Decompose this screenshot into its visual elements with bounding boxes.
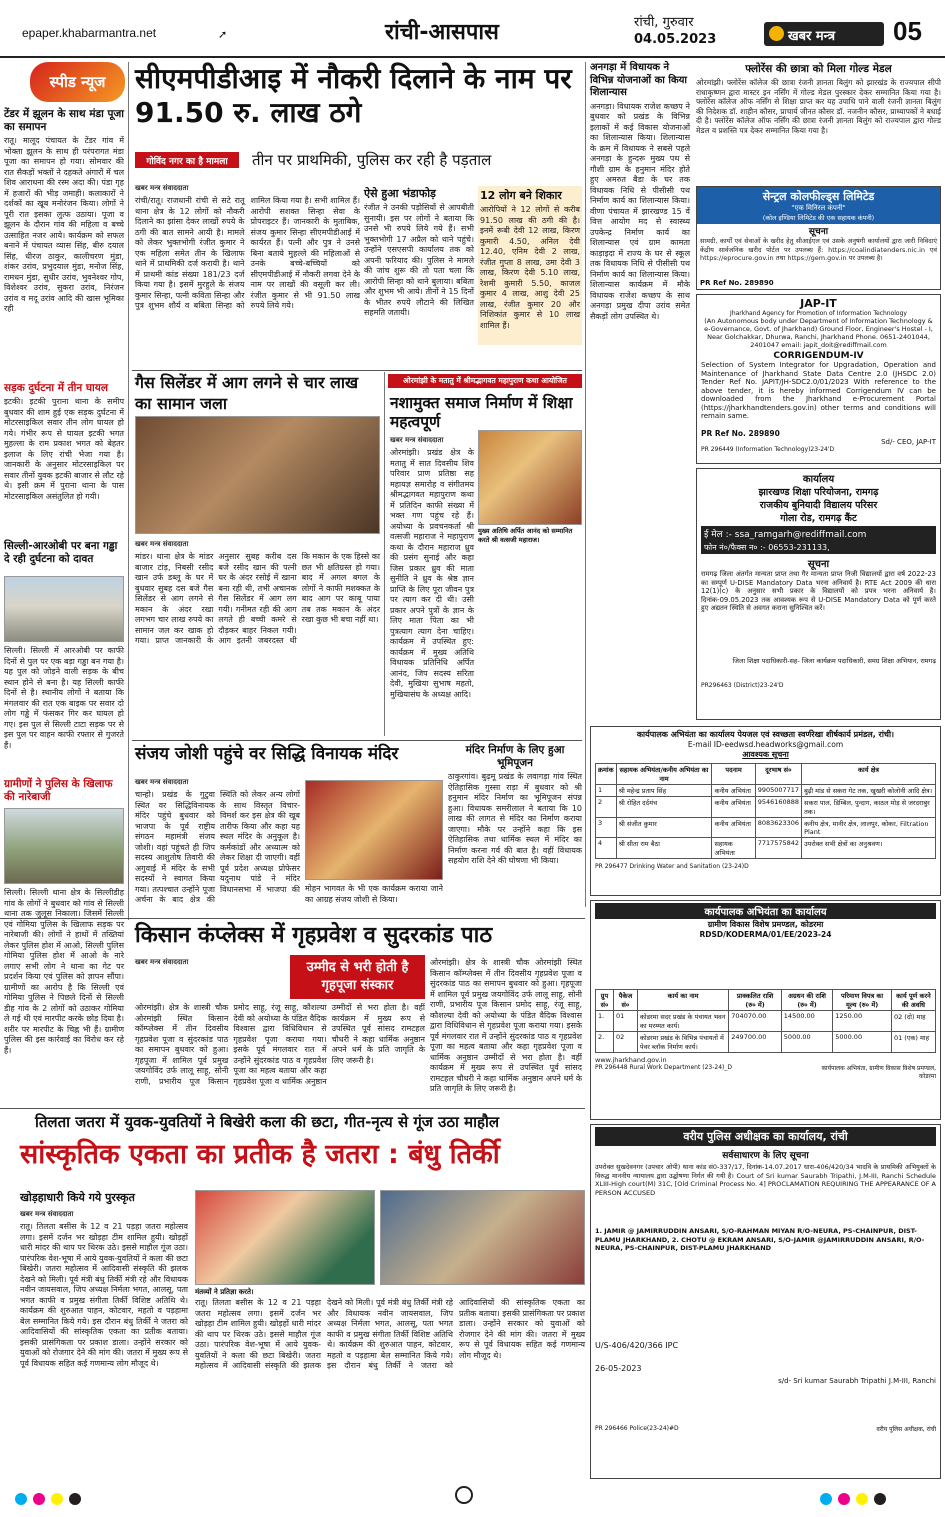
ccl-body: सामग्री, कार्यों एवं सेवाओं के खरीद हेतु सीआईएल एवं उसके अनुषंगी कार्यालयों द्वारा जारी निविदाएं केंद्रीय सार्वजनिक खरीद पोर्टल पर उपलब्ध हैं: https://coalindiatenders.nic.in एवं https://eprocure.gov.in तथा https://gem.gov.in पर उपलब्ध है। bbox=[700, 237, 937, 262]
rw-column-header: कार्य का नाम bbox=[637, 990, 728, 1011]
rw-table-header bbox=[596, 990, 936, 1011]
bhagwat-byline: खबर मन्त्र संवाददाता bbox=[390, 436, 444, 444]
rw-table-cell: 704070.00 bbox=[729, 1011, 782, 1032]
po-case: U/S-406/420/366 IPC bbox=[595, 1341, 679, 1350]
dw-table-cell: 3 bbox=[596, 818, 617, 838]
dw-table-cell: 2 bbox=[596, 797, 617, 818]
bhagwat-body: ओरमांझी। प्रखंड क्षेत्र के मतातु में सात दिवसीय शिव परिवार प्राण प्रतिष्ठा सह महायज्ञ समारोह व संगीतमय श्रीमद्भागवत महापुराण कथा में प्रतिदिन काफी संख्या में भक्त गण पहुंच रहे हैं। अयोध्या के प्रवचनकर्ता श्री वत्सजी महाराज ने महापुराण कथा के दौरान महाराज ध्रुव की प्रसंग सुनाई और कहा जिस प्रकार ध्रुव की माता सुनीति ने ध्रुव के श्रेष्ठ ज्ञान प्राप्ति के लिए पूरा जीवन पुत्र पर त्याग कर दी थी। उसी प्रकार अपने पुत्रों के ज्ञान के लिए माता पिता का भी पुत्रत्याग त्याग देना चाहिए। कार्यक्रम में उपस्थित हुए: कार्यक्रम में मुख्य अतिथि विधायक प्रतिनिधि अर्पित आनंद, जिप सदस्य सरिता देवी, मुखिया सुभाष महतो, मुखियासंघ के अध्यक्ष आदि। bbox=[390, 448, 474, 699]
page-number: 05 bbox=[893, 16, 922, 46]
lead-subhead: तीन पर प्राथमिकी, पुलिस कर रही है पड़ताल bbox=[252, 151, 492, 169]
rw-table-cell: कोडरमा सदर प्रखंड के पंचायत भवन का मरम्मत कार्य। bbox=[637, 1011, 728, 1032]
dw-table-cell: कनीय अभियंता bbox=[712, 785, 755, 797]
florence-story bbox=[696, 62, 941, 182]
dateline bbox=[634, 14, 716, 48]
ccl-name: सेन्ट्रल कोलफील्ड्स लिमिटेड bbox=[762, 190, 875, 203]
japit-address: (An Autonomous body under Department of Information Technology & e-Governance, Govt. of Jharkhand) Ground Floor, Engineer's Hostel - I, Near Golchakkar, Dhurwa, Ranchi, Jharkhand Phone. 0651-2401044, 2401047 email: japit_doit@rediffmail.com bbox=[704, 317, 933, 349]
rw-table-cell: 01 bbox=[613, 1011, 637, 1032]
brief-body: सिल्ली। सिल्ली में आरओबी पर काफी दिनों से पुल पर एक बड़ा गड्ढा बन गया है। यह पुल को जोड़ने वाली सड़क के बीच स्थान होने से बना है। यह सिल्ली काफी दिनों से है। स्थानीय लोगों ने बताया कि मंगलवार की रात एक बाइक पर सवार दो लोग गड्ढे में फंसकर गिर कर घायल हो गए। इस पुल से सिल्ली टाटा सड़क पर से इस पुल पर वाहन काफी रफ्तार से गुजरते हैं। bbox=[4, 646, 124, 750]
ccl-sub2: (कोल इण्डिया लिमिटेड की एक सहायक कंपनी) bbox=[762, 214, 875, 222]
box-body: आरोपियों ने 12 लोगों से करीब 91.50 लाख की ठगी की है। इनमें रूबी देवी 12 लाख, किरण कुमारी 4.50, अनिल देवी 12.40, एनिम देवी 2 लाख, रंजीत गुप्ता 8 लाख, उमा देवी 3 लाख, किरण देवी 5.10 लाख, रेशमी कुमारी 5.50, काजल कुमार 4 लाख, आशु देवी 25 लाख, रंजीत कुमार 20 और निशिकांत कुमार से 10 लाख शामिल हैं। bbox=[480, 205, 580, 330]
po-body: उपरोक्त सुखदेवनगर (उपचार ओपी) थाना कांड सं0-337/17, दिनांक-14.07.2017 धारा-406/420/34 भादवि के प्राथमिकी अभियुक्तों के विरुद्ध माननीय न्यायालय द्वारा उद्घोषणा निर्गत की गयी है। Court of Sri kumar Saurabh Tripathi, J.M-III, Ranchi Schedule XLIII-High court(M) 31C, [Old Criminal Process No. 4] PROCLAMATION REQUIRING THE APPEARANCE OF A PERSON ACCUSED bbox=[595, 1163, 936, 1197]
dw-table bbox=[595, 763, 936, 859]
rw-column-header: ग्रुप सं० bbox=[596, 990, 614, 1011]
bhagwat-kicker: ओरमांझी के मतातु में श्रीमद्भागवत महापुराण कथा आयोजित bbox=[388, 374, 582, 388]
jatra-kicker: तिलता जतरा में युवक-युवतियों ने बिखेरी कला की छटा, गीत-नृत्य से गूंज उठा माहौल bbox=[35, 1113, 500, 1131]
kisan-body-cont: ओरमांझी। क्षेत्र के शास्त्री चौक ओरमांझी स्थित किसान कॉम्प्लेक्स में तीन दिवसीय गृहप्रवेश पूजा व सुंदरकांड पाठ का समापन बुधवार को हुआ। गृहपूजा में शामिल पूर्व प्रमुख जयगोविंद उर्फ लालू साहू, सोनी राणी, प्रभारीय पूज किसान प्रमोद साहू, रंजू साहू, कौशल्या देवी को अयोध्या के पंडित वैदिक विश्वास द्वारा विधिविधान से गृहप्रवेश पूजा कराया गया। इसके पूर्व मंगलवार रात में उन्होंने सुंदरकांड पाठ व गृहप्रवेश पूजा का महत्व बताया और कहा गृहप्रवेश पूजा व धार्मिक अनुष्ठान उम्मीदों से भरा होता है। वहीं कार्यक्रम में मुख्य रूप से उपस्थित पूर्व सांसद रामटहल चौधरी ने कहा धार्मिक अनुष्ठान अपने धर्म के प्रति जागृति के लिए जरूरी है। bbox=[430, 958, 582, 1093]
edu-sub2: राजकीय बुनियादी विद्यालय परिसर bbox=[759, 500, 878, 511]
dw-table-cell: श्री संजीत कुमार bbox=[616, 818, 712, 838]
rw-sign: कार्यपालक अभियंता, ग्रामीण विकास विशेष प्रमण्डल, कोडरमा bbox=[821, 1065, 936, 1080]
po-pr: PR 296466 Police(23-24)#D bbox=[595, 1425, 679, 1432]
lead-headline: सीएमपीडीआइ में नौकरी दिलाने के नाम पर 91.50 रु. लाख ठगे bbox=[135, 62, 572, 129]
brief-story-2 bbox=[4, 382, 124, 525]
brief-story-4 bbox=[4, 778, 124, 804]
edu-notice-title: सूचना bbox=[807, 559, 830, 570]
kisan-headline: किसान कंप्लेक्स में गृहप्रवेश व सुदरकांड पाठ bbox=[135, 923, 493, 948]
edu-title: कार्यालय bbox=[802, 474, 835, 485]
sanjay-body: चान्हो। प्रखंड के गुटुवा स्थित वर सिद्धिविनायक मंदिर पहुंचे बुधवार को भाजपा के पूर्व राष्ट्रीय संगठन महामंत्री संजय जोशी। वहां पहुंचते ही जिप सदस्य आशुतोष तिवारी की अगुवाई में मंदिर के सभी सदस्यों ने स्वागत किया गया। तत्पश्चात उन्होंने पूजा अर्चना के बाद क्षेत्र की स्थिति को लेकर अन्य लोगों के साथ विस्तृत विचार-विमर्श कर इस क्षेत्र की खूब तारीफ किया और कहा यह स्थल मंदिर के अनुकूल है। कर्मकांडों और अध्यात्म को लेकर शिक्षा दी जाएगी। वहीं पूर्व प्रदेश अध्यक्ष प्रोफेसर यदुनाथ पांडे ने मंदिर विधानसभा में भाजपा की bbox=[135, 790, 300, 904]
florence-body: ओरमांझी। फ्लोरेंस कॉलेज की छात्रा रंजनी ज्ञानता बिलुंग को झारखंड के राज्यपाल सीपी राधाकृष्णन द्वारा मास्टर इन नर्सिंग में गोल्ड मेडल पुरस्कार देकर सम्मानित किया गया है। फ्लोरेंस कॉलेज ऑफ नर्सिंग से शिक्षा प्राप्त कर यह उपाधि पाने वाली रंजनी ज्ञानता बिलुंग की निदेशक डॉ. शाहीन कौसर, प्राचार्य जीनत कौसर डॉ. नजनीन कौसर, प्राध्यापकों ने बधाई दी है। फ्लोरेंस कॉलेज ऑफ नर्सिंग की छात्रा रंजनी ज्ञानता बिलुंग को राज्यपाल द्वारा गोल्ड मेडल व प्रशस्ति पत्र देकर सम्मानित किया गया है। bbox=[696, 78, 941, 135]
rw-table-row bbox=[596, 1011, 936, 1032]
brand-logo: खबर मन्त्र bbox=[764, 22, 884, 46]
dw-table-cell: 9905007717 bbox=[755, 785, 801, 797]
kisan-byline: खबर मन्त्र संवाददाता bbox=[135, 958, 189, 966]
gas-byline: खबर मन्त्र संवाददाता bbox=[135, 540, 189, 548]
rw-table-cell: 249700.00 bbox=[729, 1032, 782, 1053]
dw-table-cell: उपरोक्त सभी क्षेत्रों का अनुश्रवण। bbox=[802, 838, 936, 859]
dw-table-row bbox=[596, 785, 936, 797]
rw-footer bbox=[595, 1064, 936, 1080]
dw-notice-title: आवश्यक सूचना bbox=[742, 750, 789, 759]
sanjay-caption: मोहन भागवत के भी एक कार्यक्रम कराया जाने का आग्रह संजय जोशी से किया। bbox=[305, 884, 443, 904]
dw-column-header: सहायक अभियंता/कनीय अभियंता का नाम bbox=[616, 764, 712, 785]
rw-web[interactable]: www.jharkhand.gov.in bbox=[595, 1056, 667, 1064]
ccl-banner bbox=[697, 187, 940, 224]
dw-table-cell: सकरा पाल, डिम्बिल, पुन्दाग, काठल मोड़ से जरदराबुर तक। bbox=[802, 797, 936, 818]
dw-column-header: कार्य क्षेत्र bbox=[802, 764, 936, 785]
jatra-sub: खोड़हाधारी किये गये पुरस्कृत bbox=[20, 1191, 135, 1204]
edu-sign: जिला शिक्षा पदाधिकारी-सह- जिला कार्यक्रम पदाधिकारी, समग्र शिक्षा अभियान, रामगढ़ bbox=[732, 657, 936, 665]
cursor-icon: ➚ bbox=[218, 28, 228, 41]
speed-news-logo: स्पीड न्यूज bbox=[30, 62, 125, 102]
ccl-notice bbox=[696, 186, 941, 290]
ccl-ref: PR Ref No. 289890 bbox=[700, 279, 774, 287]
dw-table-cell: 9546160888 bbox=[755, 797, 801, 818]
japit-name: JAP-IT bbox=[800, 297, 837, 310]
city-day: रांची, गुरुवार bbox=[634, 15, 694, 30]
japit-notice bbox=[696, 294, 941, 464]
bhagwat-photo bbox=[478, 430, 582, 525]
po-sign: s/d- Sri kumar Saurabh Tripathi J.M-III, Ranchi bbox=[778, 1377, 936, 1385]
lead-box-1 bbox=[364, 186, 474, 353]
japit-sub: Jharkhand Agency for Promotion of Information Technology bbox=[730, 310, 907, 317]
rw-title: कार्यपालक अभियंता का कार्यालय bbox=[595, 903, 936, 919]
dw-table-cell: 4 bbox=[596, 838, 617, 859]
section-title: रांची-आसपास bbox=[385, 20, 499, 45]
jatra-photo-2 bbox=[380, 1190, 585, 1285]
crosshair-mark bbox=[455, 1486, 473, 1504]
print-registration-marks bbox=[15, 1490, 87, 1509]
burnt-goods-photo bbox=[135, 416, 380, 534]
brief-body: सिल्ली। सिल्ली थाना क्षेत्र के सिल्लीडीह गांव के लोगों ने बुधवार को गांव से सिल्ली थाना तक जुलूस निकाला। जिसमें सिल्ली एवं गोमिया पुलिस के खिलाफ सड़क पर नारेबाजी की। लोगों ने हाथों में तख्तियां लेकर पुलिस होश में आओ, सिल्ली पुलिस गोमिया पुलिस होश में आओ के नारे लगाए सभी लोग ने थाना का गेट पर प्रदर्शन किया एवं पुलिस को ज्ञापन सौंपा। ग्रामीणों का आरोप है कि सिल्ली एवं गोमिया पुलिस ने पिछले दिनों से सिल्ली डीह गांव के 2 लोगों को उठाकर गोमिया ले गई थी एवं मारपीट करके छोड़ दिया है। शरीर पर मारपीट के चिह्न भी हैं। ग्रामीण पुलिस की इस कार्रवाई का विरोध कर रहे हैं। bbox=[4, 888, 124, 1055]
protest-photo bbox=[4, 808, 124, 884]
sanjay-headline: संजय जोशी पहुंचे वर सिद्धि विनायक मंदिर bbox=[135, 744, 399, 764]
rw-table-cell: 1. bbox=[596, 1011, 614, 1032]
lead-body: रांची/रातू। राजधानी रांची से सटे रातू थाना क्षेत्र के 12 लोगों को नौकरी दिलाने का झांसा देकर लाखों रुपये के ठगी की बात सामने आयी है। मामले को लेकर भुक्तभोगी रंजीत कुमार ने एक महिला समेत तीन के खिलाफ थाने में प्राथमिकी दर्ज करायी है। थाने में प्राथमी कांड संख्या 181/23 दर्ज किया गया है। इसमें मुरहुले के संजय कुमार सिन्हा, पत्नी कविता सिन्हा और पुत्र शुभम शौर्य व बबिता सिन्हा को शामिल किया गया है। सभी शामिल हैं। आरोपी सशक्त सिन्हा सेवा के प्रोपराइटर हैं। जानकारी के मुताबिक, संजय कुमार सिन्हा सीएमपीडीआई में कार्यरत हैं। पत्नी और पुत्र ने उनसे बिना बताये मुहल्ले की महिलाओं से उनके बच्चे-बच्चियों को सीएमपीडीआई में नौकरी लगवा देने के नाम पर लाखों की वसूली कर ली। रंजीत कुमार से भी 91.50 लाख रुपये लिये गये। bbox=[135, 196, 360, 310]
brief-body: इटकी। इटकी पुराना थाना के समीप बुधवार की शाम हुई एक सड़क दुर्घटना में मोटरसाइकिल सवार तीन लोग घायल हो गये। गंभीर रूप से घायल इटकी भगत मुहल्ला के राम प्रकाश भगत को बेहतर इलाज के लिए रांची भेजा गया है। जानकारी के अनुसार मोटरसाइकिल पर सवार तीनों युवक इटकी बाजार से लौट रहे थे। इसी क्रम में पुराना थाना के पास मोटरसाइकिल असंतुलित हो गयी। bbox=[4, 397, 124, 501]
issue-date: 04.05.2023 bbox=[634, 32, 717, 47]
dw-title: कार्यपालक अभियंता का कार्यालय पेयजल एवं स्वच्छता स्वर्णरेखा शीर्षकार्य प्रमंडल, रांची। bbox=[636, 730, 895, 739]
rw-pr: PR 296448 Rural Work Department (23-24)_D bbox=[595, 1064, 732, 1071]
lead-kicker: गोविंद नगर का है मामला bbox=[135, 152, 239, 168]
po-notice-title: सर्वसाधारण के लिए सूचना bbox=[722, 1151, 809, 1161]
dw-table-cell: बुढ़ी मांड से सकरा गेट तक, खुखरी कोलोनी आदि क्षेत्र। bbox=[802, 785, 936, 797]
dw-table-cell: कनीय अभियंता bbox=[712, 797, 755, 818]
rw-table-cell: कोडरमा प्रखंड के विभिन्न पंचायतों में पेवर ब्लॉक निर्माण कार्य। bbox=[637, 1032, 728, 1053]
jatra-headline: सांस्कृतिक एकता का प्रतीक है जतरा : बंधु तिर्की bbox=[20, 1139, 500, 1170]
rw-ref: RDSD/KODERMA/01/EE/2023-24 bbox=[699, 930, 832, 939]
bhagwat-headline: नशामुक्त समाज निर्माण में शिक्षा महत्वपूर्ण bbox=[390, 394, 573, 431]
po-accused: 1. JAMIR @ JAMIRRUDDIN ANSARI, S/O-RAHMAN MIYAN R/O-NEURA, PS-CHAINPUR, DIST-PLAMU JHARKHAND, 2. CHOTU @ EKRAM ANSARI, S/O-JAMIR @JAMIRRUDDIN ANSARI, R/O-NEURA, PS-CHAINPUR, DIST-PLAMU JHARKHAND bbox=[595, 1227, 925, 1252]
edu-sub3: गोला रोड, रामगढ़ कैंट bbox=[780, 513, 857, 524]
japit-pr: PR 296449 (Information Technology)23-24'D bbox=[701, 446, 835, 453]
dw-column-header: दूरभाष सं० bbox=[755, 764, 801, 785]
rw-table-cell: 02 (दो) माह bbox=[891, 1011, 935, 1032]
rw-column-header: प्राक्कलित राशि (रु० में) bbox=[729, 990, 782, 1011]
rw-sub: ग्रामीण विकास विशेष प्रमण्डल, कोडरमा bbox=[707, 920, 824, 929]
brief-headline: टेंडर में झूलन के साथ मंडा पूजा का समापन bbox=[4, 108, 124, 133]
jatra-body: रातू। तिलता बसीस के 12 व 21 पड़हा जतरा महोत्सव लगा। इसमें दर्जन भर खोड़हा टीम शामिल हुयी। खोड़हों धारी मांदर की थाप पर थिरक उठे। इससे माहौल गूंज उठा। पारंपरिक वेश-भूषा में आये युवक-युवतियों ने कला की छटा बिखेरी। जतरा महोत्सव में आदिवासी संस्कृति की झलक देखने को मिली। पूर्व मंत्री बंधु तिर्की मंत्री रहे और विधायक नवीन जायसवाल, जिप अध्यक्ष निर्मला भगत, आलसू, पता भगत काफी व प्रमुख संगीता तिर्की विशिष्ट अतिथि थे। कार्यक्रम की शुरुआत पाहन, कोटवार, महतो व पड़हामा बेल सम्मानित किये गये। इस दौरान बंधु तिर्की ने जतरा को आदिवासियों की सांस्कृतिक एकता का प्रतीक बताया। इसकी प्रासंगिकता पर प्रकाश डाला। उन्होंने सरकार को युवाओं को रोजगार देने की मांग की। जतरा में मुख्य रूप से पूर्व विधायक सहित कई गणमान्य लोग मौजूद थे। bbox=[20, 1222, 188, 1368]
rw-column-header: अग्रधन की राशि (रु० में) bbox=[781, 990, 832, 1011]
dw-table-cell: 8083623306 bbox=[755, 818, 801, 838]
dw-table-row bbox=[596, 838, 936, 859]
brief-headline: सिल्ली-आरओबी पर बना गड्ढा दे रही दुर्घटना को दावत bbox=[4, 540, 118, 565]
edu-sub: झारखण्ड शिक्षा परियोजना, रामगढ़ bbox=[758, 487, 879, 498]
box-headline: ऐसे हुआ भंडाफोड़ bbox=[364, 187, 436, 200]
kisan-box: उम्मीद से भरी होती है गृहपूजा संस्कार bbox=[290, 955, 425, 999]
page-header bbox=[0, 0, 945, 58]
dw-pr: PR 296477 Drinking Water and Sanitation (23-24)D bbox=[595, 863, 749, 870]
po-footer bbox=[595, 1425, 936, 1433]
dw-column-header: क्रमांक bbox=[596, 764, 617, 785]
sanjay-photo bbox=[305, 780, 443, 880]
dw-table-row bbox=[596, 818, 936, 838]
gas-body: मांडर। थाना क्षेत्र के मांडर बाजार टांड़, निबसी रसीद खान उर्फ डब्लू के घर में बुधवार सुबह दस बजे गैस सिलेंडर से आग लगने से मकान के अंदर रखा लगभग चार लाख रुपये का सामान जल कर खाक हो गया। प्राप्त जानकारी के अनुसार सुबह करीब दस बजे रसीद खान की पत्नी घर के अंदर रसोई में खाना बना रही थी, तभी अचानक गैस सिलेंडर में आग लग गयी। गनीमत रही की आग लगते ही बच्ची कमरे से दौड़कर बाहर निकल गयी। आग इतनी जबरदस्त थी कि मकान के एक हिस्से का छत भी क्षतिग्रस्त हो गया। बाद में अगल बगल के लोगों ने काफी मशक्कत के बाद आग पर काबू पाया तब तक मकान के अंदर रखा कुछ भी बचा नहीं था। bbox=[135, 552, 380, 645]
japit-sign: Sd/- CEO, JAP-IT bbox=[881, 438, 936, 446]
dw-column-header: पदनाम bbox=[712, 764, 755, 785]
dw-table-cell: श्री सीता राम बैठा bbox=[616, 838, 712, 859]
drinking-water-notice bbox=[590, 726, 941, 896]
rw-table-cell: 2. bbox=[596, 1032, 614, 1053]
rw-column-header: कार्य पूर्ण करने की अवधि bbox=[891, 990, 935, 1011]
ccl-notice-title: सूचना bbox=[808, 227, 829, 237]
dw-table-cell: कनीय क्षेत्र, मानीर क्षेत्र, लालपुर, कोकर, Filtration Plant bbox=[802, 818, 936, 838]
po-title: वरीय पुलिस अधीक्षक का कार्यालय, रांची bbox=[595, 1127, 936, 1146]
dw-table-cell: 1 bbox=[596, 785, 617, 797]
jatra-photo-1 bbox=[195, 1190, 375, 1285]
bhagwat-caption: मुख्य अतिथि अर्पित आनंद को सम्मानित करते श्री वत्सजी महाराज। bbox=[478, 527, 573, 544]
jatra-body-cont: रातू। तिलता बसीस के 12 व 21 पड़हा जतरा महोत्सव लगा। इसमें दर्जन भर खोड़हा टीम शामिल हुयी। खोड़हों धारी मांदर की थाप पर थिरक उठे। इससे माहौल गूंज उठा। पारंपरिक वेश-भूषा में आये युवक-युवतियों ने कला की छटा बिखेरी। जतरा महोत्सव में आदिवासी संस्कृति की झलक देखने को मिली। पूर्व मंत्री बंधु तिर्की मंत्री रहे और विधायक नवीन जायसवाल, जिप अध्यक्ष निर्मला भगत, आलसू, पता भगत काफी व प्रमुख संगीता तिर्की विशिष्ट अतिथि थे। कार्यक्रम की शुरुआत पाहन, कोटवार, महतो व पड़हामा बेल सम्मानित किये गये। इस दौरान बंधु तिर्की ने जतरा को आदिवासियों की सांस्कृतिक एकता का प्रतीक बताया। इसकी प्रासंगिकता पर प्रकाश डाला। उन्होंने सरकार को युवाओं को रोजगार देने की मांग की। जतरा में मुख्य रूप से पूर्व विधायक सहित कई गणमान्य लोग मौजूद थे। bbox=[195, 1298, 585, 1370]
rw-table-row bbox=[596, 1032, 936, 1053]
jatra-caption: मंतव्यों ने प्रतिज्ञा करते। bbox=[195, 1288, 254, 1296]
dw-table-row bbox=[596, 797, 936, 818]
japit-body: Selection of System Integrator for Upgradation, Operation and Maintenance of Jharkhand State Data Centre 2.0 (JHSDC 2.0) Tender Ref No. JAPIT/JH-SDC2.0/01/2023 With reference to the above tender, it is hereby informed Corrigendum IV can be downloaded from the Jharkhand e-Procurement Portal (https://jharkhandtenders.gov.in) other terms and conditions will remain same. bbox=[701, 361, 936, 420]
rw-column-header: पैकेज सं० bbox=[613, 990, 637, 1011]
lead-byline: खबर मन्त्र संवाददाता bbox=[135, 184, 189, 192]
road-pothole-photo bbox=[4, 576, 124, 642]
kisan-body: ओरमांझी। क्षेत्र के शास्त्री चौक ओरमांझी स्थित किसान कॉम्प्लेक्स में तीन दिवसीय गृहप्रवेश पूजा व सुंदरकांड पाठ का समापन बुधवार को हुआ। गृहपूजा में शामिल पूर्व प्रमुख जयगोविंद उर्फ लालू साहू, सोनी राणी, प्रभारीय पूज किसान प्रमोद साहू, रंजू साहू, कौशल्या देवी को अयोध्या के पंडित वैदिक विश्वास द्वारा विधिविधान से गृहप्रवेश पूजा कराया गया। इसके पूर्व मंगलवार रात में उन्होंने सुंदरकांड पाठ व गृहप्रवेश पूजा का महत्व बताया और कहा गृहप्रवेश पूजा व धार्मिक अनुष्ठान उम्मीदों से भरा होता है। वहीं कार्यक्रम में मुख्य रूप से उपस्थित पूर्व सांसद रामटहल चौधरी ने कहा धार्मिक अनुष्ठान अपने धर्म के प्रति जागृति के लिए जरूरी है। bbox=[135, 1003, 425, 1086]
dw-mail: E-mail ID-eedwsd.headworks@gmail.com bbox=[687, 740, 844, 749]
edu-mail: ई मेल :- ssa_ramgarh@rediffmail.com bbox=[701, 526, 936, 541]
police-notice bbox=[590, 1124, 941, 1479]
edu-phone: फोन नं०/फैक्स न० :- 06553-231133, bbox=[701, 541, 936, 554]
brief-headline: ग्रामीणों ने पुलिस के खिलाफ की नारेबाजी bbox=[4, 778, 113, 803]
rw-table-cell: 5000.00 bbox=[833, 1032, 892, 1053]
sanjay-byline: खबर मन्त्र संवाददाता bbox=[135, 778, 189, 786]
rw-column-header: परिमाण विपत्र का मूल्य (रु० में) bbox=[833, 990, 892, 1011]
brief-story-1 bbox=[4, 108, 124, 313]
brief-story-3 bbox=[4, 540, 124, 566]
florence-headline: फ्लोरेंस की छात्रा को मिला गोल्ड मेडल bbox=[745, 63, 892, 75]
dw-table-cell: श्री महेन्द्र प्रताप सिंह bbox=[616, 785, 712, 797]
print-registration-marks-right bbox=[820, 1490, 892, 1509]
ccl-sub: "एक मिनिरल कंपनी" bbox=[791, 204, 846, 212]
box-body: रंजीत ने उनकी पड़ोसियों से आपबीती सुनायी। इस पर लोगों ने बताया कि उनसे भी रुपये लिये गये हैं। सभी भुक्तभोगी 17 अप्रैल को थाने पहुंचे। उन्होंने एसएसपी कार्यालय तक को अपनी फरियाद की। पुलिस ने मामले की जांच शुरू की तो पता चला कि आरोपी सिन्हा को थाने बुलाया। बबिता और शुभम भी आये। तीनों ने 15 दिनों के भीतर रुपये लौटाने की लिखित सहमति जतायी। bbox=[364, 203, 474, 317]
jatra-byline: खबर मन्त्र संवाददाता bbox=[20, 1210, 74, 1218]
agara-story bbox=[590, 62, 690, 402]
rw-table-cell: 14500.00 bbox=[781, 1011, 832, 1032]
japit-ref: PR Ref No. 289890 bbox=[701, 429, 780, 438]
japit-title: CORRIGENDUM-IV bbox=[773, 351, 864, 361]
edu-pr: PR296463 (District)23-24'D bbox=[701, 682, 784, 689]
gas-headline: गैस सिलेंडर में आग लगने से चार लाख का सामान जला bbox=[135, 373, 359, 413]
brief-headline: सड़क दुर्घटना में तीन घायल bbox=[4, 382, 108, 394]
po-date: 26-05-2023 bbox=[595, 1364, 642, 1373]
dw-table-header bbox=[596, 764, 936, 785]
dw-table-cell: 7717575842 bbox=[755, 838, 801, 859]
agara-headline: अनगड़ा में विधायक ने विभिन्न योजनाओं का किया शिलान्यास bbox=[590, 62, 688, 98]
rw-table bbox=[595, 989, 936, 1053]
box-headline: 12 लोग बने शिकार bbox=[480, 189, 562, 202]
rural-work-notice bbox=[590, 900, 941, 1120]
mandir-body: ठाकुरगांव। बुढ़मू प्रखंड के लवागड़ा गांव स्थित ऐतिहासिक गुस्सा राड़ा में बुधवार को श्री हनुमान मंदिर निर्माण का भूमिपूजन संपन्न हुआ। विधायक समरीलाल ने बताया कि 10 लाख की लागत से मंदिर का निर्माण कराया जाएगा। मौके पर उन्होंने कहा कि इस ऐतिहासिक तथा धार्मिक स्थल में मंदिर का निर्माण करना गर्व की बात है। वहीं विधायक सहयोग राशि देने की घोषणा भी किया। bbox=[448, 772, 582, 865]
edu-notice bbox=[696, 468, 941, 720]
rw-table-cell: 02 bbox=[613, 1032, 637, 1053]
brief-body: रातू। मालूद पंचायत के टेंडर गांव में भोक्ता झूलन के साथ ही परंपरागत मंडा पूजा का समापन हो गया। सोमवार की रात सैकड़ों भक्तों ने दहकते अंगारों में चल शिव आराधना की रस्म अदा की। पंडा गृह में हजारों की भीड़ जमाही। कलाकारों ने दर्शकों का खूब मनोरंजन किया। लोगों ने पूरी रात इसका लुत्फ उठाया। पूजा व झूलन के दौरान गांव की महिला व बच्चे उत्साहित नजर आये। कार्यक्रम को सफल बनाने में पंचायत व्यास सिंह, बीरु दयाल सिंह, धीरज ठाकुर, कालीचरण मुंडा, शंकर उरांव, प्रभुदयाल मुंडा, मनोज सिंह, रामधन मुंडा, सुधीर उरांव, भुवनेश्वर गोप, विशेश्वर उरांव, सुकरा उरांव, निरंजन उरांव व मदू उरांव आदि की खास भूमिका रही bbox=[4, 136, 124, 313]
mandir-story bbox=[448, 744, 582, 910]
agara-body: अनगड़ा। विधायक राजेश कच्छप ने बुधवार को प्रखंड के विभिन्न इलाकों में कई विकास योजनाओं का शिलान्यास किया। शिलान्यास के क्रम में विधायक ने सबसे पहले अनगड़ा के हुन्दरू मुख्य पथ से गौशी ग्राम के हनुमान मंदिर होते हुए अमरुत बैडा के घर तक विधायक निधि से पीसीसी पथ निर्माण कार्य का शिलान्यास किया। वीणा पंचायत में झारखण्ड 15 वें वित्त आयोग मद से स्वास्थ्य उपकेन्द्र निर्माण कार्य का शिलान्यास एवं ग्राम कामता काड़ाइदा में राज्य के घर से स्कूल तक विधायक निधि से पीसीसी पथ निर्माण कार्य का शिलान्यास किया। शिलान्यास कार्यक्रम में मौके विधायक राजेश कच्छप के साथ अनगड़ा प्रमुख दीपा उरांव समेत सैकड़ों लोग उपस्थित थे। bbox=[590, 101, 690, 321]
lead-box-2 bbox=[478, 186, 582, 345]
dw-table-cell: सहायक अभियंता bbox=[712, 838, 755, 859]
edu-body: रामगढ़ जिला अंतर्गत मान्यता प्राप्त तथा गैर मान्यता प्राप्त निजी विद्यालयों द्वारा वर्ष 2022-23 का सम्पूर्ण U-DISE Mandatory Data भरना अनिवार्य है। RTE Act 2009 की धारा 12(1)(c) के अनुसार सभी प्रकार के विद्यालयों को प्रपत्र भरना अनिवार्य है। दिनांक-09.05.2023 तक आवश्यक रूप से U-DISE Mandatory Data को पूर्ण करते हुए अद्यतन स्थिति से अवगत कराना सुनिश्चित करें। bbox=[701, 570, 936, 612]
dw-table-cell: श्री रोहित दर्दमंच bbox=[616, 797, 712, 818]
mandir-headline: मंदिर निर्माण के लिए हुआ भूमिपूजन bbox=[465, 744, 565, 769]
po-sign2: वरीय पुलिस अधीक्षक, रांची bbox=[876, 1426, 936, 1433]
dw-table-cell: कनीय अभियंता bbox=[712, 818, 755, 838]
rw-table-cell: 1250.00 bbox=[833, 1011, 892, 1032]
rw-table-cell: 5000.00 bbox=[781, 1032, 832, 1053]
rw-table-cell: 01 (एक) माह bbox=[891, 1032, 935, 1053]
site-url[interactable]: epaper.khabarmantra.net bbox=[22, 26, 157, 40]
